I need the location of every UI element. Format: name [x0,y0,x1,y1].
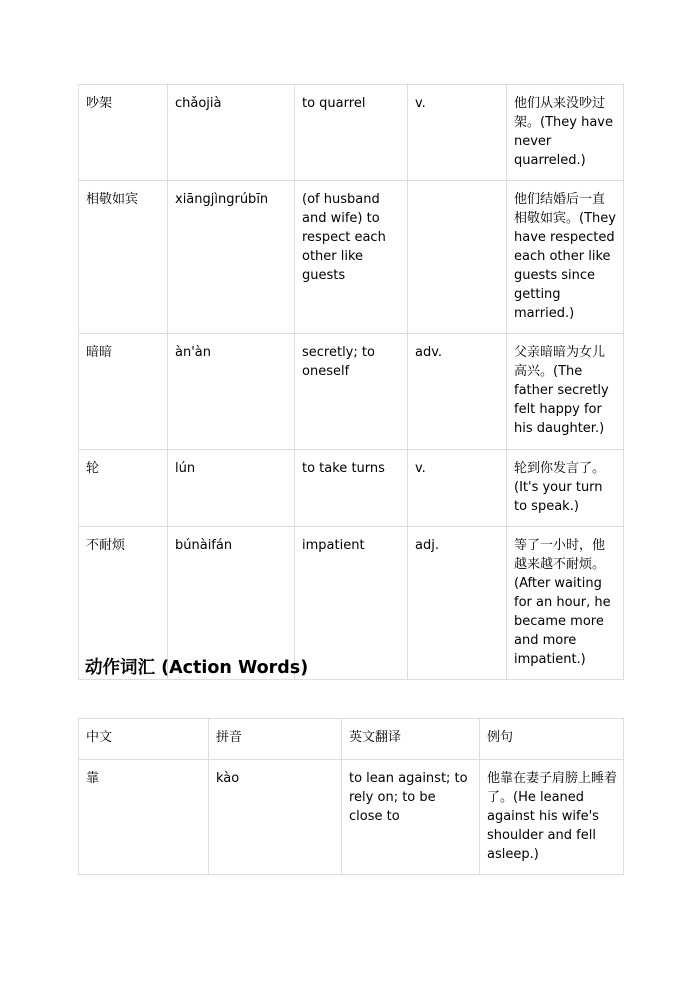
part-of-speech-cell: v. [408,85,507,181]
example-cell: 他们结婚后一直相敬如宾。(They have respected each other like guests since getting married.) [507,181,624,334]
column-header-english: 英文翻译 [342,719,480,760]
chinese-cell: 不耐烦 [79,527,168,680]
chinese-cell: 轮 [79,450,168,527]
pinyin-cell: lún [168,450,295,527]
example-cell: 他们从来没吵过架。(They have never quarreled.) [507,85,624,181]
section-heading: 动作词汇 (Action Words) [85,658,309,678]
column-header-chinese: 中文 [79,719,209,760]
table-header-row [79,719,624,760]
example-cell: 他靠在妻子肩膀上睡着了。(He leaned against his wife's shoulder and fell asleep.) [480,760,624,875]
example-cell: 轮到你发言了。(It's your turn to speak.) [507,450,624,527]
chinese-cell: 暗暗 [79,334,168,450]
vocabulary-table [78,84,624,680]
table-row [79,85,624,181]
pinyin-cell: àn'àn [168,334,295,450]
action-words-table [78,718,624,875]
example-cell: 父亲暗暗为女儿高兴。(The father secretly felt happy for his daughter.) [507,334,624,450]
english-cell: to lean against; to rely on; to be close to [342,760,480,875]
english-cell: (of husband and wife) to respect each other like guests [295,181,408,334]
english-cell: to take turns [295,450,408,527]
example-cell: 等了一小时，他越来越不耐烦。(After waiting for an hour, he became more and more impatient.) [507,527,624,680]
english-cell: to quarrel [295,85,408,181]
table-row [79,760,624,875]
column-header-example: 例句 [480,719,624,760]
chinese-cell: 靠 [79,760,209,875]
table-row [79,181,624,334]
chinese-cell: 吵架 [79,85,168,181]
pinyin-cell: chǎojià [168,85,295,181]
part-of-speech-cell [408,181,507,334]
part-of-speech-cell: adj. [408,527,507,680]
part-of-speech-cell: adv. [408,334,507,450]
english-cell: impatient [295,527,408,680]
table-row [79,450,624,527]
pinyin-cell: xiāngjìngrúbīn [168,181,295,334]
table-row [79,334,624,450]
part-of-speech-cell: v. [408,450,507,527]
pinyin-cell: kào [209,760,342,875]
column-header-pinyin: 拼音 [209,719,342,760]
english-cell: secretly; to oneself [295,334,408,450]
chinese-cell: 相敬如宾 [79,181,168,334]
pinyin-cell: búnàifán [168,527,295,680]
